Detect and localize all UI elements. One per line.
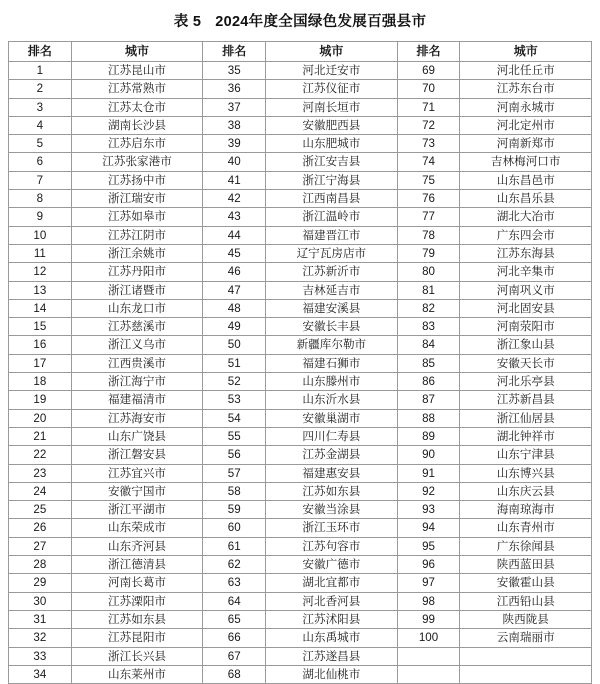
rank-cell: 56 <box>203 446 266 464</box>
city-cell: 浙江平湖市 <box>71 501 203 519</box>
table-row <box>9 647 592 665</box>
rank-cell: 50 <box>203 336 266 354</box>
rank-cell: 31 <box>9 610 72 628</box>
city-cell: 浙江余姚市 <box>71 244 203 262</box>
rank-cell: 16 <box>9 336 72 354</box>
rank-cell: 93 <box>397 501 460 519</box>
city-cell: 浙江诸暨市 <box>71 281 203 299</box>
table-row <box>9 80 592 98</box>
rank-cell: 34 <box>9 665 72 683</box>
rank-cell: 55 <box>203 427 266 445</box>
rank-cell: 46 <box>203 263 266 281</box>
city-cell: 福建安溪县 <box>266 299 398 317</box>
city-cell <box>460 647 592 665</box>
city-cell: 江苏如东县 <box>266 482 398 500</box>
city-cell: 四川仁寿县 <box>266 427 398 445</box>
city-cell: 山东莱州市 <box>71 665 203 683</box>
rank-cell: 96 <box>397 556 460 574</box>
city-cell: 安徽长丰县 <box>266 318 398 336</box>
rank-cell: 35 <box>203 62 266 80</box>
city-cell: 江苏溧阳市 <box>71 592 203 610</box>
city-cell: 山东沂水县 <box>266 391 398 409</box>
table-row <box>9 427 592 445</box>
city-cell: 江苏遂昌县 <box>266 647 398 665</box>
rank-cell: 54 <box>203 409 266 427</box>
rank-cell: 62 <box>203 556 266 574</box>
rank-cell <box>397 665 460 683</box>
rank-cell: 90 <box>397 446 460 464</box>
rank-cell: 30 <box>9 592 72 610</box>
city-cell: 江苏张家港市 <box>71 153 203 171</box>
table-title <box>8 10 592 31</box>
rank-cell: 89 <box>397 427 460 445</box>
header-rank-3: 排名 <box>397 42 460 62</box>
city-cell: 福建晋江市 <box>266 226 398 244</box>
rank-cell: 82 <box>397 299 460 317</box>
city-cell: 河南长葛市 <box>71 574 203 592</box>
table-row <box>9 519 592 537</box>
city-cell: 河北香河县 <box>266 592 398 610</box>
table-row <box>9 482 592 500</box>
city-cell: 江苏如皋市 <box>71 208 203 226</box>
rank-cell: 57 <box>203 464 266 482</box>
table-row <box>9 409 592 427</box>
rank-cell: 77 <box>397 208 460 226</box>
rank-cell: 25 <box>9 501 72 519</box>
table-row <box>9 391 592 409</box>
city-cell: 湖北宜都市 <box>266 574 398 592</box>
city-cell: 浙江玉环市 <box>266 519 398 537</box>
city-cell: 江苏句容市 <box>266 537 398 555</box>
rank-cell: 70 <box>397 80 460 98</box>
table-row <box>9 62 592 80</box>
city-cell: 海南琼海市 <box>460 501 592 519</box>
table-title-text: 2024年度全国绿色发展百强县市 <box>215 14 427 30</box>
city-cell: 山东博兴县 <box>460 464 592 482</box>
rank-cell: 8 <box>9 190 72 208</box>
table-row <box>9 135 592 153</box>
city-cell: 安徽霍山县 <box>460 574 592 592</box>
city-cell: 河北固安县 <box>460 299 592 317</box>
city-cell: 江苏新沂市 <box>266 263 398 281</box>
rank-cell: 73 <box>397 135 460 153</box>
rank-cell: 65 <box>203 610 266 628</box>
table-row <box>9 153 592 171</box>
city-cell: 安徽天长市 <box>460 354 592 372</box>
city-cell: 山东庆云县 <box>460 482 592 500</box>
city-cell: 安徽肥西县 <box>266 116 398 134</box>
city-cell: 安徽宁国市 <box>71 482 203 500</box>
city-cell: 山东肥城市 <box>266 135 398 153</box>
header-city-3: 城市 <box>460 42 592 62</box>
city-cell: 浙江仙居县 <box>460 409 592 427</box>
table-row <box>9 501 592 519</box>
city-cell: 山东昌邑市 <box>460 171 592 189</box>
rank-cell: 24 <box>9 482 72 500</box>
city-cell: 江苏慈溪市 <box>71 318 203 336</box>
city-cell: 安徽巢湖市 <box>266 409 398 427</box>
city-cell: 江苏海安市 <box>71 409 203 427</box>
city-cell: 广东四会市 <box>460 226 592 244</box>
city-cell: 江苏启东市 <box>71 135 203 153</box>
rank-cell: 85 <box>397 354 460 372</box>
rank-cell: 63 <box>203 574 266 592</box>
city-cell: 江苏沭阳县 <box>266 610 398 628</box>
rank-cell: 72 <box>397 116 460 134</box>
rank-cell: 42 <box>203 190 266 208</box>
rank-cell: 83 <box>397 318 460 336</box>
rank-cell: 52 <box>203 373 266 391</box>
city-cell: 浙江宁海县 <box>266 171 398 189</box>
city-cell: 广东徐闻县 <box>460 537 592 555</box>
city-cell: 江苏太仓市 <box>71 98 203 116</box>
city-cell: 江苏金湖县 <box>266 446 398 464</box>
rank-cell: 21 <box>9 427 72 445</box>
city-cell: 浙江长兴县 <box>71 647 203 665</box>
table-row <box>9 116 592 134</box>
table-row <box>9 373 592 391</box>
table-row <box>9 629 592 647</box>
city-cell: 河南永城市 <box>460 98 592 116</box>
header-rank-2: 排名 <box>203 42 266 62</box>
city-cell: 河南新郑市 <box>460 135 592 153</box>
city-cell: 安徽当涂县 <box>266 501 398 519</box>
rank-cell: 15 <box>9 318 72 336</box>
header-city-1: 城市 <box>71 42 203 62</box>
city-cell: 江苏扬中市 <box>71 171 203 189</box>
city-cell: 浙江象山县 <box>460 336 592 354</box>
city-cell: 福建石狮市 <box>266 354 398 372</box>
table-row <box>9 263 592 281</box>
city-cell: 江苏常熟市 <box>71 80 203 98</box>
rank-cell: 5 <box>9 135 72 153</box>
city-cell: 山东滕州市 <box>266 373 398 391</box>
table-header-row <box>9 42 592 62</box>
rank-cell: 68 <box>203 665 266 683</box>
city-cell: 江苏昆阳市 <box>71 629 203 647</box>
city-cell: 江苏宜兴市 <box>71 464 203 482</box>
city-cell: 陕西陇县 <box>460 610 592 628</box>
rank-cell: 17 <box>9 354 72 372</box>
rank-cell: 20 <box>9 409 72 427</box>
rank-cell: 51 <box>203 354 266 372</box>
city-cell: 浙江温岭市 <box>266 208 398 226</box>
rank-cell: 9 <box>9 208 72 226</box>
rank-cell: 58 <box>203 482 266 500</box>
rank-cell: 79 <box>397 244 460 262</box>
city-cell: 江苏东海县 <box>460 244 592 262</box>
city-cell: 吉林梅河口市 <box>460 153 592 171</box>
city-cell: 江苏如东县 <box>71 610 203 628</box>
rank-cell: 61 <box>203 537 266 555</box>
city-cell: 山东齐河县 <box>71 537 203 555</box>
city-cell: 浙江瑞安市 <box>71 190 203 208</box>
rank-cell: 94 <box>397 519 460 537</box>
table-body <box>9 62 592 684</box>
city-cell: 山东昌乐县 <box>460 190 592 208</box>
rank-cell: 98 <box>397 592 460 610</box>
rank-cell: 19 <box>9 391 72 409</box>
table-row <box>9 464 592 482</box>
rank-cell: 64 <box>203 592 266 610</box>
city-cell: 山东荣成市 <box>71 519 203 537</box>
city-cell: 江苏江阴市 <box>71 226 203 244</box>
city-cell: 浙江磐安县 <box>71 446 203 464</box>
rank-cell: 49 <box>203 318 266 336</box>
table-row <box>9 281 592 299</box>
rank-cell: 84 <box>397 336 460 354</box>
table-row <box>9 208 592 226</box>
city-cell: 山东禹城市 <box>266 629 398 647</box>
rank-cell: 36 <box>203 80 266 98</box>
table-row <box>9 226 592 244</box>
rank-cell: 76 <box>397 190 460 208</box>
city-cell: 安徽广德市 <box>266 556 398 574</box>
table-row <box>9 336 592 354</box>
city-cell: 江苏丹阳市 <box>71 263 203 281</box>
city-cell: 湖南长沙县 <box>71 116 203 134</box>
city-cell: 江苏昆山市 <box>71 62 203 80</box>
city-cell: 浙江安吉县 <box>266 153 398 171</box>
table-row <box>9 446 592 464</box>
table-row <box>9 98 592 116</box>
city-cell: 河南荥阳市 <box>460 318 592 336</box>
city-cell: 浙江海宁市 <box>71 373 203 391</box>
rank-cell: 47 <box>203 281 266 299</box>
city-cell <box>460 665 592 683</box>
rank-cell: 75 <box>397 171 460 189</box>
city-cell: 河南巩义市 <box>460 281 592 299</box>
header-rank-1: 排名 <box>9 42 72 62</box>
city-cell: 江西贵溪市 <box>71 354 203 372</box>
table-row <box>9 299 592 317</box>
table-row <box>9 171 592 189</box>
city-cell: 浙江义乌市 <box>71 336 203 354</box>
rank-cell: 99 <box>397 610 460 628</box>
table-row <box>9 537 592 555</box>
rank-cell: 26 <box>9 519 72 537</box>
city-cell: 湖北仙桃市 <box>266 665 398 683</box>
rank-cell: 14 <box>9 299 72 317</box>
rank-cell: 91 <box>397 464 460 482</box>
rank-cell: 86 <box>397 373 460 391</box>
rank-cell: 78 <box>397 226 460 244</box>
rank-cell: 18 <box>9 373 72 391</box>
rank-cell: 97 <box>397 574 460 592</box>
table-row <box>9 610 592 628</box>
rank-cell: 11 <box>9 244 72 262</box>
rank-cell: 87 <box>397 391 460 409</box>
city-cell: 陕西蓝田县 <box>460 556 592 574</box>
rank-cell: 44 <box>203 226 266 244</box>
rank-cell: 4 <box>9 116 72 134</box>
table-row <box>9 318 592 336</box>
city-cell: 江西南昌县 <box>266 190 398 208</box>
table-number: 表 5 <box>173 14 202 30</box>
rank-cell: 1 <box>9 62 72 80</box>
city-cell: 江苏东台市 <box>460 80 592 98</box>
rank-cell: 80 <box>397 263 460 281</box>
city-cell: 江西铅山县 <box>460 592 592 610</box>
city-cell: 湖北钟祥市 <box>460 427 592 445</box>
rank-cell: 33 <box>9 647 72 665</box>
rank-cell: 59 <box>203 501 266 519</box>
rank-table <box>8 41 592 684</box>
rank-cell: 81 <box>397 281 460 299</box>
city-cell: 山东龙口市 <box>71 299 203 317</box>
city-cell: 福建福清市 <box>71 391 203 409</box>
rank-cell: 71 <box>397 98 460 116</box>
rank-cell: 66 <box>203 629 266 647</box>
city-cell: 山东宁津县 <box>460 446 592 464</box>
rank-cell: 67 <box>203 647 266 665</box>
city-cell: 河北定州市 <box>460 116 592 134</box>
rank-cell: 100 <box>397 629 460 647</box>
rank-cell: 32 <box>9 629 72 647</box>
table-row <box>9 574 592 592</box>
rank-cell: 22 <box>9 446 72 464</box>
city-cell: 云南瑞丽市 <box>460 629 592 647</box>
rank-cell: 29 <box>9 574 72 592</box>
rank-cell: 69 <box>397 62 460 80</box>
city-cell: 河北乐亭县 <box>460 373 592 391</box>
table-row <box>9 354 592 372</box>
city-cell: 辽宁瓦房店市 <box>266 244 398 262</box>
city-cell: 山东广饶县 <box>71 427 203 445</box>
rank-cell: 95 <box>397 537 460 555</box>
table-row <box>9 556 592 574</box>
rank-cell: 7 <box>9 171 72 189</box>
rank-cell: 3 <box>9 98 72 116</box>
rank-cell: 40 <box>203 153 266 171</box>
city-cell: 浙江德清县 <box>71 556 203 574</box>
rank-cell: 10 <box>9 226 72 244</box>
rank-cell: 38 <box>203 116 266 134</box>
city-cell: 江苏仪征市 <box>266 80 398 98</box>
rank-cell <box>397 647 460 665</box>
rank-cell: 12 <box>9 263 72 281</box>
city-cell: 山东青州市 <box>460 519 592 537</box>
rank-cell: 37 <box>203 98 266 116</box>
table-row <box>9 190 592 208</box>
city-cell: 新疆库尔勒市 <box>266 336 398 354</box>
rank-cell: 27 <box>9 537 72 555</box>
city-cell: 河北任丘市 <box>460 62 592 80</box>
city-cell: 河北辛集市 <box>460 263 592 281</box>
rank-cell: 23 <box>9 464 72 482</box>
city-cell: 河南长垣市 <box>266 98 398 116</box>
header-city-2: 城市 <box>266 42 398 62</box>
rank-cell: 13 <box>9 281 72 299</box>
city-cell: 福建惠安县 <box>266 464 398 482</box>
rank-cell: 2 <box>9 80 72 98</box>
rank-cell: 92 <box>397 482 460 500</box>
city-cell: 河北迁安市 <box>266 62 398 80</box>
rank-cell: 88 <box>397 409 460 427</box>
city-cell: 江苏新昌县 <box>460 391 592 409</box>
table-row <box>9 244 592 262</box>
rank-cell: 60 <box>203 519 266 537</box>
city-cell: 吉林延吉市 <box>266 281 398 299</box>
rank-cell: 48 <box>203 299 266 317</box>
rank-cell: 6 <box>9 153 72 171</box>
rank-cell: 74 <box>397 153 460 171</box>
rank-cell: 43 <box>203 208 266 226</box>
rank-cell: 41 <box>203 171 266 189</box>
city-cell: 湖北大冶市 <box>460 208 592 226</box>
rank-cell: 39 <box>203 135 266 153</box>
table-row <box>9 665 592 683</box>
rank-cell: 53 <box>203 391 266 409</box>
rank-cell: 28 <box>9 556 72 574</box>
table-row <box>9 592 592 610</box>
rank-cell: 45 <box>203 244 266 262</box>
